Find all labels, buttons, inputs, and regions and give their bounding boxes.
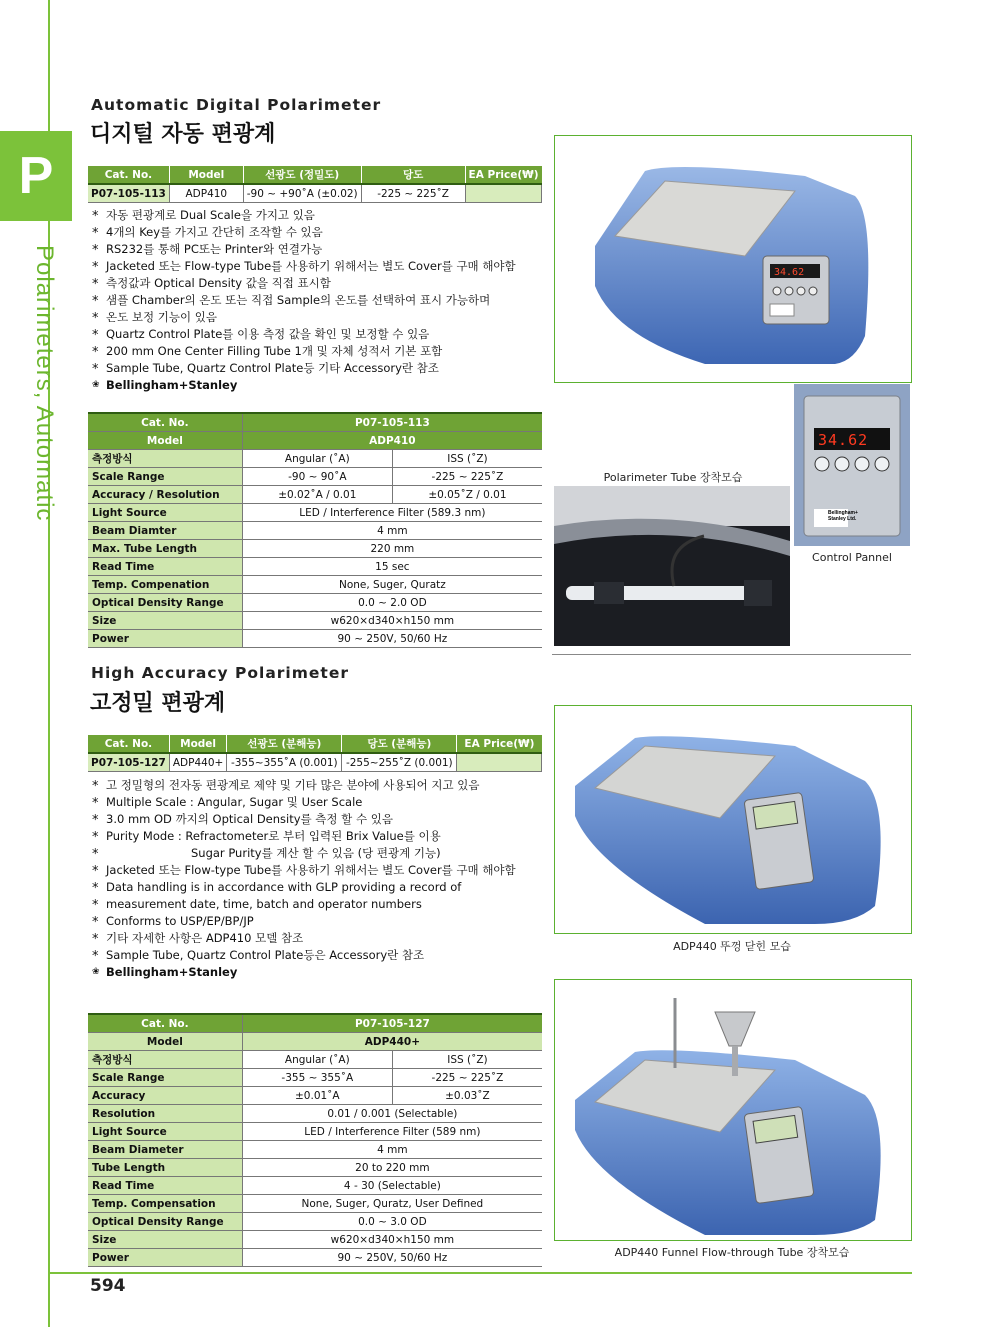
list-item: * Multiple Scale : Angular, Sugar 및 User Scale [90, 794, 516, 811]
table-cell: 220 mm [242, 540, 542, 558]
table-cell: ±0.01˚A [242, 1087, 392, 1105]
order-header: 당도 [361, 166, 465, 184]
table-cell: ISS (˚Z) [392, 1051, 542, 1069]
panel-display-reading: 34.62 [818, 431, 869, 449]
table-cell: Cat. No. [88, 1014, 242, 1033]
product2-feature-list [90, 777, 516, 981]
caption-closed: ADP440 뚜껑 닫힌 모습 [673, 940, 791, 953]
product1-tube-photo [554, 486, 790, 646]
table-row [88, 630, 542, 648]
list-item-text: measurement date, time, batch and operator numbers [106, 897, 422, 911]
order-header: Model [169, 735, 226, 753]
table-row [88, 1213, 542, 1231]
list-item: * Sample Tube, Quartz Control Plate등은 Accessory란 참조 [90, 947, 516, 964]
table-row [88, 558, 542, 576]
panel-brand-label: Bellingham+ Stanley Ltd. [828, 510, 858, 522]
table-cell: 0.01 / 0.001 (Selectable) [242, 1105, 542, 1123]
table-row [88, 1141, 542, 1159]
table-cell: ±0.02˚A / 0.01 [242, 486, 392, 504]
table-cell: LED / Interference Filter (589.3 nm) [242, 504, 542, 522]
table-cell: 0.0 ~ 3.0 OD [242, 1213, 542, 1231]
table-cell: Scale Range [88, 1069, 242, 1087]
list-item: * 고 정밀형의 전자동 편광계로 제약 및 기타 많은 분야에 사용되어 지고 있음 [90, 777, 516, 794]
table-cell: P07-105-113 [242, 413, 542, 432]
table-cell: None, Suger, Quratz [242, 576, 542, 594]
table-cell: Temp. Compenation [88, 576, 242, 594]
table-row [88, 1231, 542, 1249]
table-cell: Size [88, 1231, 242, 1249]
order-model: ADP440+ [169, 753, 226, 772]
table-row [88, 1123, 542, 1141]
product1-title-ko: 디지털 자동 편광계 [90, 122, 276, 147]
table-cell: ISS (˚Z) [392, 450, 542, 468]
page-number: 594 [90, 1276, 126, 1296]
table-row [88, 450, 542, 468]
order-header: Cat. No. [88, 166, 169, 184]
product1-spec-table [88, 412, 542, 648]
order-header: EA Price(₩) [465, 166, 541, 184]
order-header: 당도 (분해능) [342, 735, 457, 753]
table-cell: -225 ~ 225˚Z [392, 1069, 542, 1087]
table-cell: LED / Interference Filter (589 nm) [242, 1123, 542, 1141]
product2-closed-photo [554, 705, 912, 934]
order-rotation: -90 ~ +90˚A (±0.02) [243, 184, 361, 203]
table-cell: 4 mm [242, 1141, 542, 1159]
list-item: * Purity Mode : Refractometer로 부터 입력된 Brix Value를 이용 [90, 828, 516, 845]
list-item: * Quartz Control Plate를 이용 측정 값을 확인 및 보정할 수 있음 [90, 326, 516, 343]
table-row [88, 594, 542, 612]
table-row [88, 166, 542, 184]
table-row [88, 184, 542, 203]
table-cell: Angular (˚A) [242, 1051, 392, 1069]
table-cell: -90 ~ 90˚A [242, 468, 392, 486]
table-cell: 4 - 30 (Selectable) [242, 1177, 542, 1195]
table-cell: Cat. No. [88, 413, 242, 432]
table-row [88, 486, 542, 504]
table-cell: Tube Length [88, 1159, 242, 1177]
list-item: * Jacketed 또는 Flow-type Tube를 사용하기 위해서는 별도 Cover를 구매 해야함 [90, 258, 516, 275]
table-cell: Max. Tube Length [88, 540, 242, 558]
table-cell: ±0.05˚Z / 0.01 [392, 486, 542, 504]
table-cell: Light Source [88, 1123, 242, 1141]
table-cell: Optical Density Range [88, 594, 242, 612]
product2-funnel-photo [554, 979, 912, 1241]
order-header: 선광도 (분해능) [227, 735, 342, 753]
order-price [457, 753, 542, 772]
list-item-text: 온도 보정 기능이 있음 [106, 310, 217, 324]
order-sugar: -255~255˚Z (0.001) [342, 753, 457, 772]
order-header: Cat. No. [88, 735, 169, 753]
table-cell: 15 sec [242, 558, 542, 576]
table-row [88, 504, 542, 522]
table-cell: -225 ~ 225˚Z [392, 468, 542, 486]
order-price [465, 184, 541, 203]
table-cell: w620×d340×h150 mm [242, 1231, 542, 1249]
table-row [88, 540, 542, 558]
table-row [88, 1014, 542, 1033]
table-cell: 20 to 220 mm [242, 1159, 542, 1177]
table-cell: 0.0 ~ 2.0 OD [242, 594, 542, 612]
table-cell: Power [88, 630, 242, 648]
list-item-continuation [90, 896, 516, 913]
order-model: ADP410 [169, 184, 243, 203]
table-cell: Power [88, 1249, 242, 1267]
table-row [88, 1177, 542, 1195]
product1-title-en: Automatic Digital Polarimeter [91, 96, 382, 114]
table-cell: 4 mm [242, 522, 542, 540]
list-item-continuation [90, 845, 516, 862]
table-row [88, 753, 542, 772]
table-row [88, 468, 542, 486]
table-cell: Light Source [88, 504, 242, 522]
table-row [88, 612, 542, 630]
table-row [88, 413, 542, 432]
section-divider [552, 654, 911, 655]
table-row [88, 735, 542, 753]
order-cat-no: P07-105-127 [88, 753, 169, 772]
table-row [88, 1069, 542, 1087]
list-item: * 4개의 Key를 가지고 간단히 조작할 수 있음 [90, 224, 516, 241]
list-item: * Jacketed 또는 Flow-type Tube를 사용하기 위해서는 별도 Cover를 구매 해야함 [90, 862, 516, 879]
table-cell: Accuracy / Resolution [88, 486, 242, 504]
table-cell: ±0.03˚Z [392, 1087, 542, 1105]
list-item: * Sample Tube, Quartz Control Plate등 기타 Accessory란 참조 [90, 360, 516, 377]
table-cell: ADP410 [242, 432, 542, 450]
list-item: * 측정값과 Optical Density 값을 직접 표시함 [90, 275, 516, 292]
table-cell: 90 ~ 250V, 50/60 Hz [242, 630, 542, 648]
table-cell: Read Time [88, 558, 242, 576]
product1-feature-list [90, 207, 516, 394]
table-cell: Temp. Compensation [88, 1195, 242, 1213]
list-item: * 자동 편광계로 Dual Scale을 가지고 있음 [90, 207, 516, 224]
table-cell: Beam Diameter [88, 1141, 242, 1159]
list-item: * 샘플 Chamber의 온도 또는 직접 Sample의 온도를 선택하여 표시 가능하며 [90, 292, 516, 309]
order-rotation: -355~355˚A (0.001) [227, 753, 342, 772]
table-row [88, 1105, 542, 1123]
list-item: * 200 mm One Center Filling Tube 1개 및 자체 성적서 기본 포함 [90, 343, 516, 360]
table-cell: 90 ~ 250V, 50/60 Hz [242, 1249, 542, 1267]
list-item: * Data handling is in accordance with GLP providing a record of [90, 879, 516, 896]
table-cell: 측정방식 [88, 1051, 242, 1069]
order-sugar: -225 ~ 225˚Z [361, 184, 465, 203]
table-cell: Size [88, 612, 242, 630]
product2-title-en: High Accuracy Polarimeter [91, 664, 349, 682]
list-item: * RS232를 통해 PC또는 Printer와 연결가능 [90, 241, 516, 258]
list-item-text: Sugar Purity를 계산 할 수 있음 (당 편광계 기능) [191, 846, 441, 860]
table-cell: Model [88, 432, 242, 450]
table-cell: -355 ~ 355˚A [242, 1069, 392, 1087]
table-cell: 측정방식 [88, 450, 242, 468]
table-cell: Model [88, 1033, 242, 1051]
table-cell: Scale Range [88, 468, 242, 486]
table-cell: w620×d340×h150 mm [242, 612, 542, 630]
product1-instrument-photo [554, 135, 912, 383]
caption-funnel: ADP440 Funnel Flow-through Tube 장착모습 [614, 1246, 850, 1259]
table-cell: Optical Density Range [88, 1213, 242, 1231]
section-vertical-label: Polarimeters, Automatic [31, 245, 58, 522]
order-header: 선광도 (정밀도) [243, 166, 361, 184]
list-item: * 3.0 mm OD 까지의 Optical Density를 측정 할 수 있음 [90, 811, 516, 828]
order-header: Model [169, 166, 243, 184]
table-row [88, 1087, 542, 1105]
list-item: * Conforms to USP/EP/BP/JP [90, 913, 516, 930]
table-cell: P07-105-127 [242, 1014, 542, 1033]
table-row [88, 1159, 542, 1177]
table-row [88, 1249, 542, 1267]
caption-tube: Polarimeter Tube 장착모습 [603, 471, 743, 484]
table-cell: Beam Diamter [88, 522, 242, 540]
brand-item: ❀ Bellingham+Stanley [90, 964, 516, 981]
table-row [88, 1195, 542, 1213]
table-cell: Read Time [88, 1177, 242, 1195]
list-item: * 기타 자세한 사항은 ADP410 모델 참조 [90, 930, 516, 947]
table-cell: Accuracy [88, 1087, 242, 1105]
table-cell: None, Suger, Quratz, User Defined [242, 1195, 542, 1213]
table-row [88, 1051, 542, 1069]
table-row [88, 522, 542, 540]
product2-title-ko: 고정밀 편광계 [90, 691, 226, 716]
table-row [88, 576, 542, 594]
order-header: EA Price(₩) [457, 735, 542, 753]
table-row [88, 432, 542, 450]
order-cat-no: P07-105-113 [88, 184, 169, 203]
table-cell: Angular (˚A) [242, 450, 392, 468]
product1-order-table [88, 166, 542, 203]
section-tab: P [0, 131, 72, 221]
caption-panel: Control Pannel [812, 551, 892, 564]
brand-item: ❀ Bellingham+Stanley [90, 377, 516, 394]
footer-rule [50, 1272, 912, 1274]
product1-control-panel-photo [794, 384, 910, 546]
svg-text:34.62: 34.62 [774, 267, 805, 278]
table-cell: Resolution [88, 1105, 242, 1123]
product2-order-table [88, 735, 542, 772]
table-row [88, 1033, 542, 1051]
table-cell: ADP440+ [242, 1033, 542, 1051]
product2-spec-table [88, 1013, 542, 1267]
list-item-continuation [90, 309, 516, 326]
